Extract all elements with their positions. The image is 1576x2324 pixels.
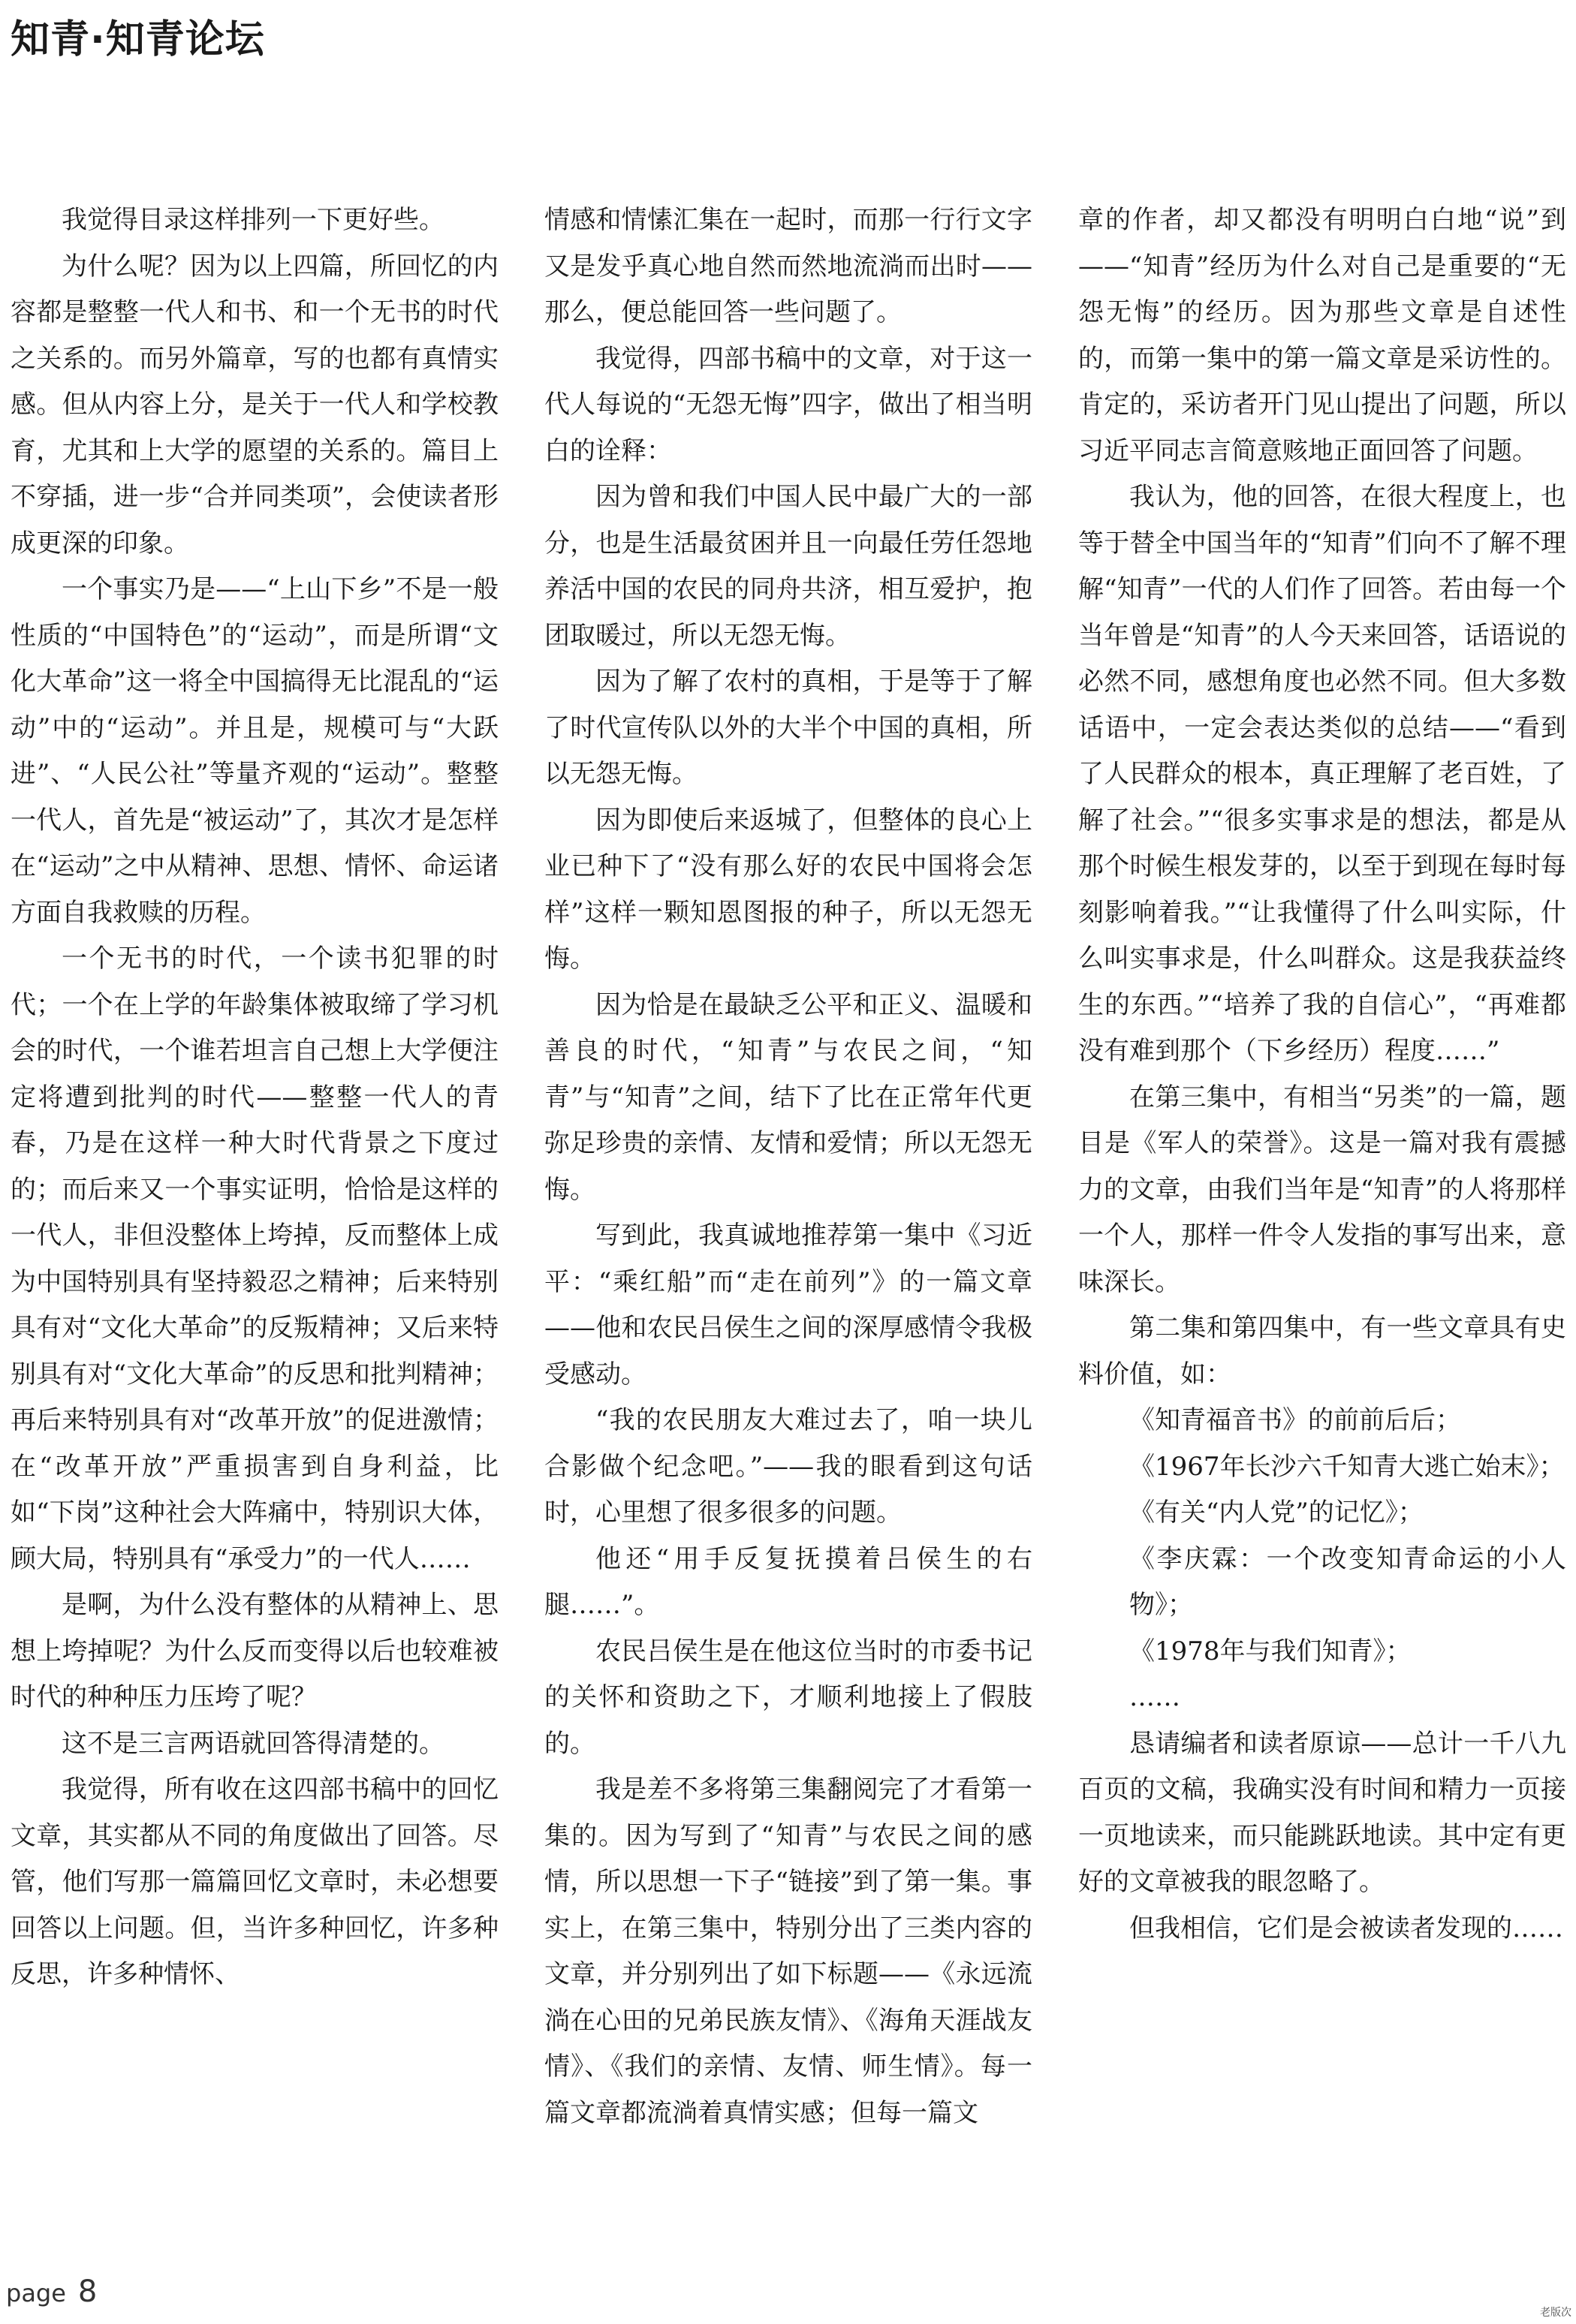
paragraph: 写到此，我真诚地推荐第一集中《习近平：“乘红船”而“走在前列”》的一篇文章——他和农民吕侯生之间的深厚感情令我极受感动。 (544, 1221, 1032, 1389)
paragraph: 一个无书的时代，一个读书犯罪的时代；一个在上学的年龄集体被取缔了学习机会的时代，一个谁若坦言自己想上大学便注定将遭到批判的时代——整整一代人的青春，乃是在这样一种大时代背景之下度过的；而后来又一个事实证明，恰恰是这样的一代人，非但没整体上垮掉，反而整体上成为中国特别具有坚持毅忍之精神；后来特别具有对“文化大革命”的反叛精神；又后来特别具有对“文化大革命”的反思和批判精神；再后来特别具有对“改革开放”的促进激情；在“改革开放”严重损害到自身利益，比如“下岗”这种社会大阵痛中，特别识大体，顾大局，特别具有“承受力”的一代人…… (11, 944, 499, 1574)
text-column-2 (544, 197, 1032, 2136)
paragraph: 《有关“内人党”的记忆》； (1129, 1498, 1424, 1528)
paragraph: 一个事实乃是——“上山下乡”不是一般性质的“中国特色”的“运动”，而是所谓“文化大革命”这一将全中国搞得无比混乱的“运动”中的“运动”。并且是，规模可与“大跃进”、“人民公社”等量齐观的“运动”。整整一代人，首先是“被运动”了，其次才是怎样在“运动”之中从精神、思想、情怀、命运诸方面自我救赎的历程。 (11, 574, 499, 928)
paragraph: “我的农民朋友大难过去了，咱一块儿合影做个纪念吧。”——我的眼看到这句话时，心里想了很多很多的问题。 (544, 1405, 1032, 1528)
paragraph: 这不是三言两语就回答得清楚的。 (62, 1728, 444, 1759)
paragraph: 为什么呢？因为以上四篇，所回忆的内容都是整整一代人和书、和一个无书的时代之关系的。而另外篇章，写的也都有真情实感。但从内容上分，是关于一代人和学校教育，尤其和上大学的愿望的关系的。篇目上不穿插，进一步“合并同类项”，会使读者形成更深的印象。 (11, 251, 499, 558)
text-column-3 (1078, 197, 1566, 1952)
paragraph: 在第三集中，有相当“另类”的一篇，题目是《军人的荣誉》。这是一篇对我有震撼力的文章，由我们当年是“知青”的人将那样一个人，那样一件令人发指的事写出来，意味深长。 (1078, 1082, 1566, 1297)
paragraph: 我觉得，四部书稿中的文章，对于这一代人每说的“无怨无悔”四字，做出了相当明白的诠释： (544, 343, 1032, 466)
paragraph: 因为即使后来返城了，但整体的良心上业已种下了“没有那么好的农民中国将会怎样”这样一颗知恩图报的种子，所以无怨无悔。 (544, 805, 1032, 974)
corner-mark: 老版次 (1540, 2307, 1571, 2319)
paragraph: 他还“用手反复抚摸着吕侯生的右腿……”。 (544, 1543, 1032, 1620)
paragraph: 《1978年与我们知青》； (1129, 1636, 1412, 1666)
text-column-1 (11, 197, 499, 1998)
paragraph: 《知青福音书》的前前后后； (1129, 1405, 1461, 1435)
paragraph: 但我相信，它们是会被读者发现的…… (1129, 1913, 1563, 1943)
paragraph: 《李庆霖：一个改变知青命运的小人物》； (1129, 1543, 1566, 1620)
paragraph: 我认为，他的回答，在很大程度上，也等于替全中国当年的“知青”们向不了解不理解“知青”一代的人们作了回答。若由每一个当年曾是“知青”的人今天来回答，话语说的必然不同，感想角度也必然不同。但大多数话语中，一定会表达类似的总结——“看到了人民群众的根本，真正理解了老百姓，了解了社会。”“很多实事求是的想法，都是从那个时候生根发芽的，以至于到现在每时每刻影响着我。”“让我懂得了什么叫实际，什么叫实事求是，什么叫群众。这是我获益终生的东西。”“培养了我的自信心”，“再难都没有难到那个（下乡经历）程度……” (1078, 482, 1566, 1066)
paragraph: 《1967年长沙六千知青大逃亡始末》； (1129, 1451, 1565, 1482)
paragraph: 恳请编者和读者原谅——总计一千八九百页的文稿，我确实没有时间和精力一页接一页地读来，而只能跳跃地读。其中定有更好的文章被我的眼忽略了。 (1078, 1728, 1566, 1897)
paragraph: 第二集和第四集中，有一些文章具有史料价值，如： (1078, 1313, 1566, 1389)
paragraph: 是啊，为什么没有整体的从精神上、思想上垮掉呢？为什么反而变得以后也较难被时代的种种压力压垮了呢？ (11, 1590, 499, 1712)
paragraph: 我觉得目录这样排列一下更好些。 (62, 205, 444, 235)
paragraph: 因为了解了农村的真相，于是等于了解了时代宣传队以外的大半个中国的真相，所以无怨无悔。 (544, 667, 1032, 789)
page-footer (6, 2274, 97, 2309)
paragraph: 章的作者，却又都没有明明白白地“说”到——“知青”经历为什么对自己是重要的“无怨无悔”的经历。因为那些文章是自述性的，而第一集中的第一篇文章是采访性的。肯定的，采访者开门见山提出了问题，所以习近平同志言简意赅地正面回答了问题。 (1078, 205, 1566, 466)
paragraph: 我觉得，所有收在这四部书稿中的回忆文章，其实都从不同的角度做出了回答。尽管，他们写那一篇篇回忆文章时，未必想要回答以上问题。但，当许多种回忆，许多种反思，许多种情怀、 (11, 1775, 499, 1989)
paragraph: 农民吕侯生是在他这位当时的市委书记的关怀和资助之下，才顺利地接上了假肢的。 (544, 1636, 1032, 1759)
paragraph: 我是差不多将第三集翻阅完了才看第一集的。因为写到了“知青”与农民之间的感情，所以思想一下子“链接”到了第一集。事实上，在第三集中，特别分出了三类内容的文章，并分别列出了如下标题——《永远流淌在心田的兄弟民族友情》、《海角天涯战友情》、《我们的亲情、友情、师生情》。每一篇文章都流淌着真情实感；但每一篇文 (544, 1775, 1032, 2128)
paragraph: 情感和情愫汇集在一起时，而那一行行文字又是发乎真心地自然而然地流淌而出时——那么，便总能回答一些问题了。 (544, 205, 1032, 327)
paragraph: 因为恰是在最缺乏公平和正义、温暖和善良的时代，“知青”与农民之间，“知青”与“知青”之间，结下了比在正常年代更弥足珍贵的亲情、友情和爱情；所以无怨无悔。 (544, 989, 1032, 1205)
page-number: 8 (77, 2274, 98, 2309)
paragraph: …… (1129, 1682, 1180, 1712)
page-header: 知青·知青论坛 (11, 17, 265, 62)
page-label: page (6, 2279, 66, 2307)
paragraph: 因为曾和我们中国人民中最广大的一部分，也是生活最贫困并且一向最任劳任怨地养活中国的农民的同舟共济，相互爱护，抱团取暖过，所以无怨无悔。 (544, 482, 1032, 651)
